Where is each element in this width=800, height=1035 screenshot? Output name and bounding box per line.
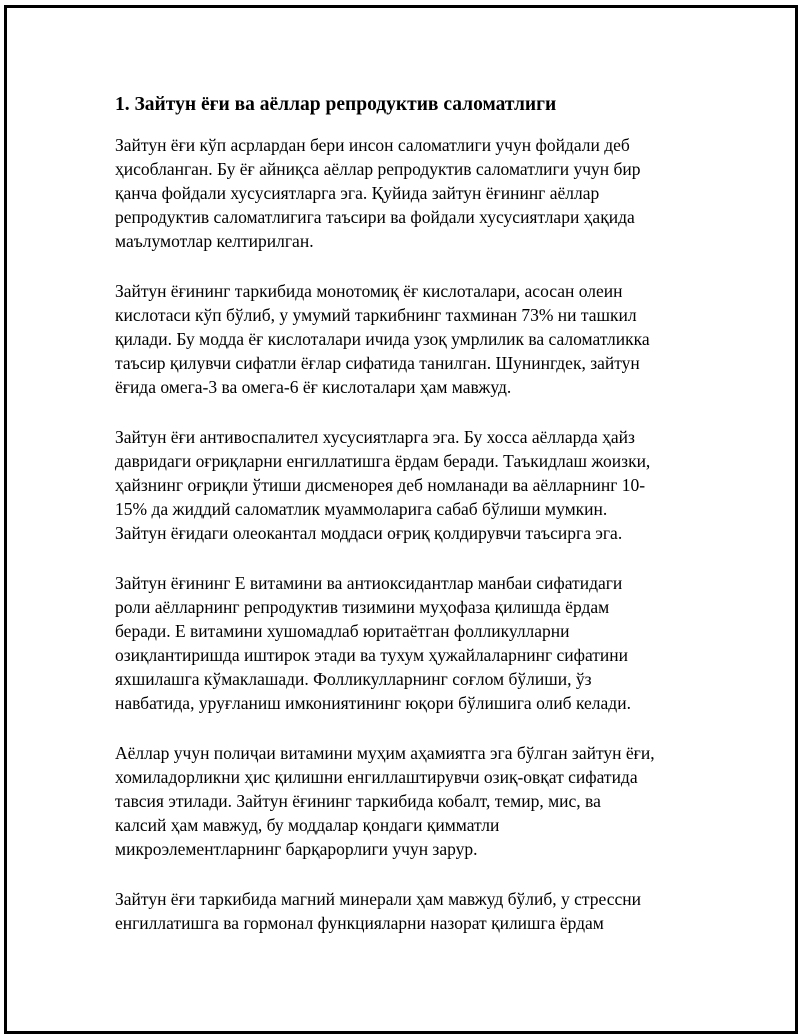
paragraph	[115, 741, 695, 861]
text-line: Зайтун ёғи таркибида магний минерали ҳам мавжуд бўлиб, у стрессни	[115, 889, 641, 909]
text-line: Зайтун ёғидаги олеокантал моддаси оғриқ қолдирувчи таъсирга эга.	[115, 523, 623, 543]
text-line: ҳайзнинг оғриқли ўтиши дисменорея деб номланади ва аёлларнинг 10-	[115, 475, 646, 495]
text-line: енгиллатишга ва гормонал функцияларни назорат қилишга ёрдам	[115, 913, 604, 933]
text-line: яхшилашга кўмаклашади. Фолликулларнинг соғлом бўлиши, ўз	[115, 669, 592, 689]
text-line: маълумотлар келтирилган.	[115, 231, 314, 251]
text-line: Зайтун ёғи антивоспалител хусусиятларга эга. Бу хосса аёлларда ҳайз	[115, 427, 635, 447]
text-line: давридаги оғриқларни енгиллатишга ёрдам беради. Таъкидлаш жоизки,	[115, 451, 651, 471]
document-body	[115, 93, 695, 961]
text-line: Зайтун ёғининг Е витамини ва антиоксидантлар манбаи сифатидаги	[115, 573, 623, 593]
text-line: 15% да жиддий саломатлик муаммоларига сабаб бўлиши мумкин.	[115, 499, 608, 519]
text-line: Аёллар учун полиҷаи витамини муҳим аҳамиятга эга бўлган зайтун ёғи,	[115, 743, 655, 763]
text-line: таъсир қилувчи сифатли ёғлар сифатида танилган. Шунингдек, зайтун	[115, 353, 640, 373]
text-line: Зайтун ёғининг таркибида монотомиқ ёғ кислоталари, асосан олеин	[115, 281, 623, 301]
text-line: қилади. Бу модда ёғ кислоталари ичида узоқ умрлилик ва саломатликка	[115, 329, 650, 349]
text-line: калсий ҳам мавжуд, бу моддалар қондаги қимматли	[115, 815, 500, 835]
paragraph	[115, 133, 695, 253]
text-line: озиқлантиришда иштирок этади ва тухум ҳужайлаларнинг сифатини	[115, 645, 629, 665]
text-line: репродуктив саломатлигига таъсири ва фойдали хусусиятлари ҳақида	[115, 207, 635, 227]
text-line: қанча фойдали хусусиятларга эга. Қуйида зайтун ёғининг аёллар	[115, 183, 600, 203]
text-line: Зайтун ёғи кўп асрлардан бери инсон саломатлиги учун фойдали деб	[115, 135, 630, 155]
text-line: хомиладорликни ҳис қилишни енгиллаштирувчи озиқ-овқат сифатида	[115, 767, 638, 787]
paragraph	[115, 571, 695, 715]
text-line: беради. Е витамини хушомадлаб юритаётган фолликулларни	[115, 621, 570, 641]
paragraph	[115, 425, 695, 545]
text-line: навбатида, уруғланиш имкониятининг юқори бўлишига олиб келади.	[115, 693, 631, 713]
text-line: микроэлементларнинг барқарорлиги учун зарур.	[115, 839, 478, 859]
text-line: роли аёлларнинг репродуктив тизимини муҳофаза қилишда ёрдам	[115, 597, 610, 617]
text-line: тавсия этилади. Зайтун ёғининг таркибида кобалт, темир, мис, ва	[115, 791, 601, 811]
paragraph	[115, 887, 695, 935]
text-line: ҳисобланган. Бу ёғ айниқса аёллар репродуктив саломатлиги учун бир	[115, 159, 641, 179]
paragraph	[115, 279, 695, 399]
text-line: кислотаси кўп бўлиб, у умумий таркибнинг тахминан 73% ни ташкил	[115, 305, 637, 325]
section-heading: 1. Зайтун ёғи ва аёллар репродуктив саломатлиги	[115, 94, 557, 115]
text-line: ёғида омега-3 ва омега-6 ёғ кислоталари ҳам мавжуд.	[115, 377, 512, 397]
